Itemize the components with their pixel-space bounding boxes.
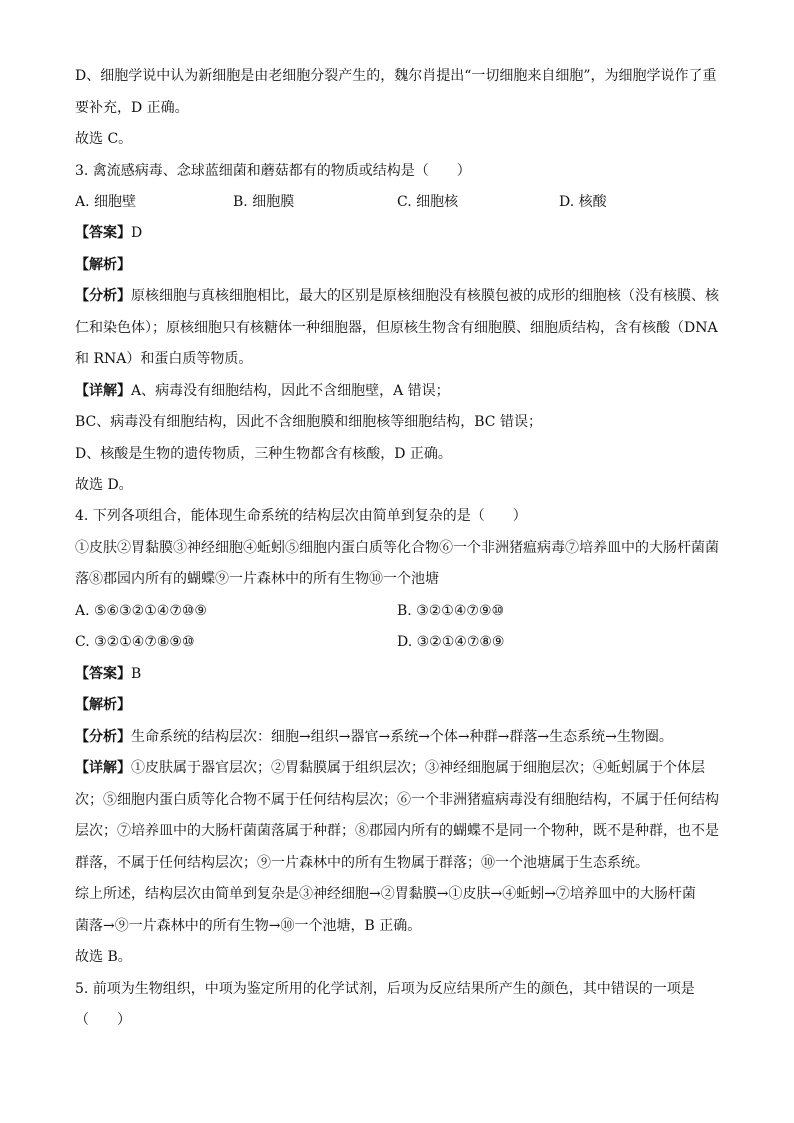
text-line: 次；⑤细胞内蛋白质等化合物不属于任何结构层次；⑥一个非洲猪瘟病毒没有细胞结构，不属于任何结构 [75, 792, 719, 808]
text-line: D、细胞学说中认为新细胞是由老细胞分裂产生的，魏尔肖提出“一切细胞来自细胞”，为细胞学说作了重 [75, 68, 717, 84]
q3-option-c: C. 细胞核 [397, 194, 459, 210]
xiangjie-tag: 【详解】 [75, 383, 131, 399]
q4-option-c: C. ③②①④⑦⑧⑨⑩ [75, 634, 195, 650]
text-line: 要补充，D 正确。 [75, 100, 189, 116]
q3-fenxi [75, 288, 719, 304]
q4-fenxi [75, 729, 673, 745]
q3-option-a: A. 细胞壁 [75, 194, 137, 210]
text-line: 故选 C。 [75, 131, 133, 147]
q4-xiangjie [75, 760, 705, 776]
q3-option-d: D. 核酸 [559, 194, 607, 210]
text-line: D、核酸是生物的遗传物质，三种生物都含有核酸，D 正确。 [75, 446, 452, 462]
text-line: 层次；⑦培养皿中的大肠杆菌菌落属于种群；⑧郡园内所有的蝴蝶不是同一个物种，既不是种群，也不是 [75, 823, 719, 839]
q4-answer [75, 666, 141, 682]
text-line: BC、病毒没有细胞结构，因此不含细胞膜和细胞核等细胞结构，BC 错误； [75, 414, 542, 430]
q3-xiangjie [75, 383, 450, 399]
text-line: （ ） [75, 1012, 131, 1028]
xiangjie-tag: 【详解】 [75, 760, 131, 776]
fenxi-text: 原核细胞与真核细胞相比，最大的区别是原核细胞没有核膜包被的成形的细胞核（没有核膜、核 [131, 288, 719, 304]
fenxi-tag: 【分析】 [75, 729, 131, 745]
answer-tag: 【答案】 [75, 225, 131, 241]
answer-value: B [131, 666, 142, 682]
text-line: 和 RNA）和蛋白质等物质。 [75, 351, 253, 367]
text-line: 群落，不属于任何结构层次；⑨一片森林中的所有生物属于群落；⑩一个池塘属于生态系统。 [75, 855, 649, 871]
xiangjie-text: ①皮肤属于器官层次；②胃黏膜属于组织层次；③神经细胞属于细胞层次；④蚯蚓属于个体层 [131, 760, 705, 776]
q4-jiexi-heading: 【解析】 [75, 697, 131, 713]
q3-answer [75, 225, 142, 241]
text-line: 综上所述，结构层次由简单到复杂是③神经细胞→②胃黏膜→①皮肤→④蚯蚓→⑦培养皿中的大肠杆菌 [75, 886, 696, 902]
fenxi-tag: 【分析】 [75, 288, 131, 304]
q3-option-b: B. 细胞膜 [233, 194, 295, 210]
question-4-stem: 4. 下列各项组合，能体现生命系统的结构层次由简单到复杂的是（ ） [75, 508, 527, 524]
answer-value: D [131, 225, 143, 241]
q4-option-b: B. ③②①④⑦⑨⑩ [397, 603, 505, 619]
q4-option-d: D. ③②①④⑦⑧⑨ [397, 634, 505, 650]
q4-option-a: A. ⑤⑥③②①④⑦⑩⑨ [75, 603, 207, 619]
text-line: 落⑧郡园内所有的蝴蝶⑨一片森林中的所有生物⑩一个池塘 [75, 571, 439, 587]
text-line: 仁和染色体）；原核细胞只有核糖体一种细胞器，但原核生物含有细胞膜、细胞质结构，含有核酸（DNA [75, 320, 718, 336]
text-line: 故选 D。 [75, 477, 133, 493]
text-line: 故选 B。 [75, 949, 132, 965]
text-line: ①皮肤②胃黏膜③神经细胞④蚯蚓⑤细胞内蛋白质等化合物⑥一个非洲猪瘟病毒⑦培养皿中的大肠杆菌菌 [75, 540, 719, 556]
fenxi-text: 生命系统的结构层次：细胞→组织→器官→系统→个体→种群→群落→生态系统→生物圈。 [131, 729, 673, 745]
xiangjie-text: A、病毒没有细胞结构，因此不含细胞壁，A 错误； [131, 383, 450, 399]
q3-jiexi-heading: 【解析】 [75, 257, 131, 273]
text-line: 菌落→⑨一片森林中的所有生物→⑩一个池塘，B 正确。 [75, 918, 422, 934]
question-5-stem: 5. 前项为生物组织，中项为鉴定所用的化学试剂，后项为反应结果所产生的颜色，其中错误的一项是 [75, 981, 695, 997]
question-3-stem: 3. 禽流感病毒、念球蓝细菌和蘑菇都有的物质或结构是（ ） [75, 163, 471, 179]
answer-tag: 【答案】 [75, 666, 131, 682]
